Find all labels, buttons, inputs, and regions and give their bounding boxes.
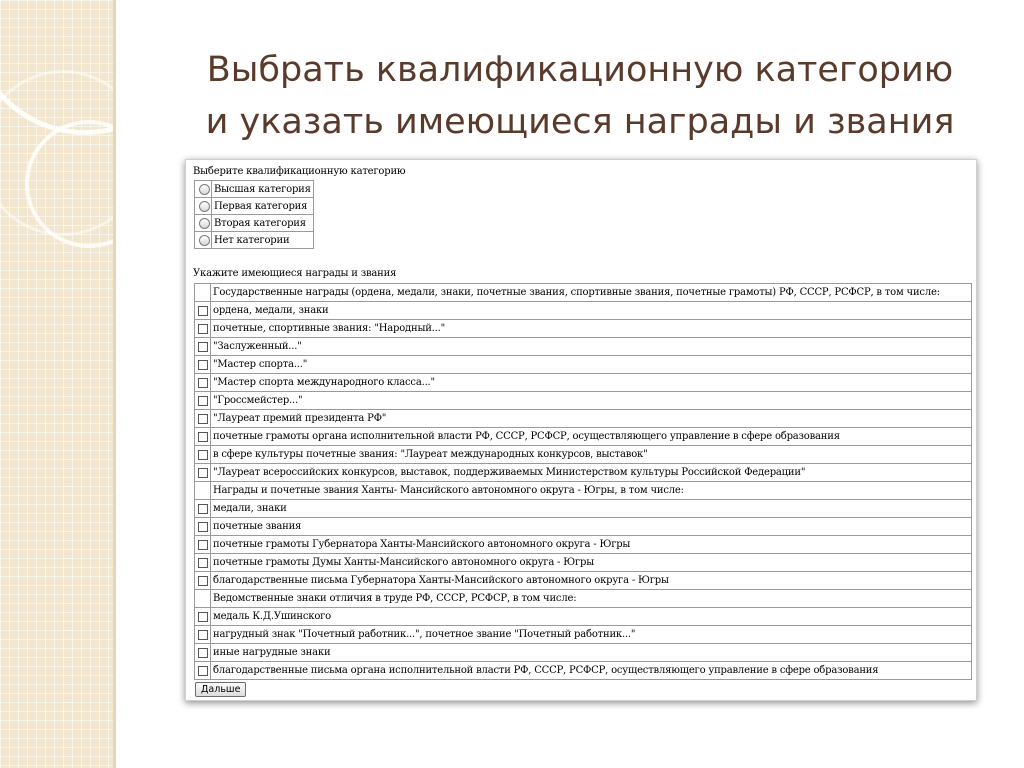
award-checkbox[interactable]: [198, 540, 208, 550]
award-checkbox-cell: [195, 464, 211, 482]
award-checkbox-cell: [195, 518, 211, 536]
award-row[interactable]: [195, 518, 972, 536]
award-checkbox[interactable]: [198, 630, 208, 640]
award-label: иные нагрудные знаки: [211, 644, 972, 662]
award-label: медаль К.Д.Ушинского: [211, 608, 972, 626]
awards-label: Укажите имеющиеся награды и звания: [193, 268, 397, 279]
award-row[interactable]: [195, 338, 972, 356]
award-checkbox-cell: [195, 356, 211, 374]
award-checkbox-cell: [195, 536, 211, 554]
awards-checkbox-table: [194, 283, 972, 680]
award-checkbox[interactable]: [198, 342, 208, 352]
award-label: "Заслуженный...": [211, 338, 972, 356]
award-checkbox-cell: [195, 572, 211, 590]
award-label: Ведомственные знаки отличия в труде РФ, СССР, РСФСР, в том числе:: [211, 590, 972, 608]
award-checkbox-cell: [195, 644, 211, 662]
award-row[interactable]: [195, 662, 972, 680]
award-checkbox-cell: [195, 500, 211, 518]
award-label: "Лауреат премий президента РФ": [211, 410, 972, 428]
award-row[interactable]: [195, 500, 972, 518]
category-radio[interactable]: [199, 184, 210, 195]
award-checkbox-cell: [195, 410, 211, 428]
category-radio[interactable]: [199, 235, 210, 246]
award-row[interactable]: [195, 572, 972, 590]
award-row[interactable]: [195, 644, 972, 662]
award-row[interactable]: [195, 626, 972, 644]
award-checkbox-cell: [195, 554, 211, 572]
category-row[interactable]: [195, 198, 314, 215]
award-label: благодарственные письма Губернатора Ханты-Мансийского автономного округа - Югры: [211, 572, 972, 590]
award-group-row: [195, 482, 972, 500]
award-checkbox[interactable]: [198, 468, 208, 478]
award-row[interactable]: [195, 536, 972, 554]
category-option-label: Высшая категория: [212, 181, 314, 198]
category-row[interactable]: [195, 232, 314, 249]
award-checkbox[interactable]: [198, 432, 208, 442]
category-radio-cell: [195, 181, 212, 198]
award-checkbox[interactable]: [198, 306, 208, 316]
slide-title-line2: и указать имеющиеся награды и звания: [205, 102, 955, 142]
award-label: "Мастер спорта международного класса...": [211, 374, 972, 392]
award-label: Награды и почетные звания Ханты- Мансийского автономного округа - Югры, в том числе:: [211, 482, 972, 500]
award-checkbox[interactable]: [198, 396, 208, 406]
award-label: "Лауреат всероссийских конкурсов, выставок, поддерживаемых Министерством культуры Российской Федерации": [211, 464, 972, 482]
award-checkbox-cell: [195, 626, 211, 644]
award-checkbox[interactable]: [198, 576, 208, 586]
award-label: ордена, медали, знаки: [211, 302, 972, 320]
award-checkbox-cell: [195, 302, 211, 320]
award-group-row: [195, 284, 972, 302]
category-radio[interactable]: [199, 201, 210, 212]
award-checkbox-cell: [195, 446, 211, 464]
form-screenshot: [185, 159, 977, 701]
award-checkbox-cell: [195, 338, 211, 356]
category-option-label: Вторая категория: [212, 215, 314, 232]
award-label: почетные грамоты органа исполнительной власти РФ, СССР, РСФСР, осуществляющего управление в сфере образования: [211, 428, 972, 446]
award-group-row: [195, 590, 972, 608]
category-row[interactable]: [195, 215, 314, 232]
award-checkbox-cell: [195, 662, 211, 680]
slide-title-line1: Выбрать квалификационную категорию: [206, 50, 954, 90]
award-label: Государственные награды (ордена, медали, знаки, почетные звания, спортивные звания, почетные грамоты) РФ, СССР, РСФСР, в том числе:: [211, 284, 972, 302]
category-radio-table: [194, 180, 314, 249]
award-row[interactable]: [195, 464, 972, 482]
category-option-label: Первая категория: [212, 198, 314, 215]
award-row[interactable]: [195, 608, 972, 626]
award-checkbox[interactable]: [198, 612, 208, 622]
award-checkbox-cell: [195, 392, 211, 410]
award-label: в сфере культуры почетные звания: "Лауреат международных конкурсов, выставок": [211, 446, 972, 464]
award-checkbox-cell: [195, 428, 211, 446]
award-row[interactable]: [195, 428, 972, 446]
award-checkbox[interactable]: [198, 648, 208, 658]
award-label: "Мастер спорта...": [211, 356, 972, 374]
award-checkbox-cell: [195, 482, 211, 500]
award-checkbox[interactable]: [198, 414, 208, 424]
award-label: почетные, спортивные звания: "Народный...": [211, 320, 972, 338]
award-checkbox[interactable]: [198, 504, 208, 514]
award-checkbox-cell: [195, 608, 211, 626]
award-label: почетные грамоты Думы Ханты-Мансийского автономного округа - Югры: [211, 554, 972, 572]
award-checkbox[interactable]: [198, 360, 208, 370]
category-radio[interactable]: [199, 218, 210, 229]
award-checkbox-cell: [195, 284, 211, 302]
award-checkbox-cell: [195, 374, 211, 392]
award-label: почетные звания: [211, 518, 972, 536]
award-checkbox-cell: [195, 320, 211, 338]
award-label: почетные грамоты Губернатора Ханты-Мансийского автономного округа - Югры: [211, 536, 972, 554]
award-checkbox-cell: [195, 590, 211, 608]
award-checkbox[interactable]: [198, 558, 208, 568]
award-row[interactable]: [195, 320, 972, 338]
award-checkbox[interactable]: [198, 324, 208, 334]
decorative-sidebar: [0, 0, 113, 768]
category-radio-cell: [195, 215, 212, 232]
category-option-label: Нет категории: [212, 232, 314, 249]
category-row[interactable]: [195, 181, 314, 198]
award-label: медали, знаки: [211, 500, 972, 518]
award-row[interactable]: [195, 356, 972, 374]
award-row[interactable]: [195, 554, 972, 572]
award-checkbox[interactable]: [198, 666, 208, 676]
next-button[interactable]: Дальше: [195, 682, 246, 697]
award-row[interactable]: [195, 302, 972, 320]
award-row[interactable]: [195, 392, 972, 410]
category-radio-cell: [195, 198, 212, 215]
award-row[interactable]: [195, 374, 972, 392]
award-label: "Гроссмейстер...": [211, 392, 972, 410]
slide-title: [150, 44, 1010, 148]
award-checkbox[interactable]: [198, 522, 208, 532]
award-checkbox[interactable]: [198, 450, 208, 460]
award-label: благодарственные письма органа исполнительной власти РФ, СССР, РСФСР, осуществляющего управление в сфере образования: [211, 662, 972, 680]
award-label: нагрудный знак "Почетный работник...", почетное звание "Почетный работник...": [211, 626, 972, 644]
category-label: Выберите квалификационную категорию: [193, 166, 406, 177]
sidebar-edge: [113, 0, 116, 768]
category-radio-cell: [195, 232, 212, 249]
award-checkbox[interactable]: [198, 378, 208, 388]
award-row[interactable]: [195, 410, 972, 428]
award-row[interactable]: [195, 446, 972, 464]
